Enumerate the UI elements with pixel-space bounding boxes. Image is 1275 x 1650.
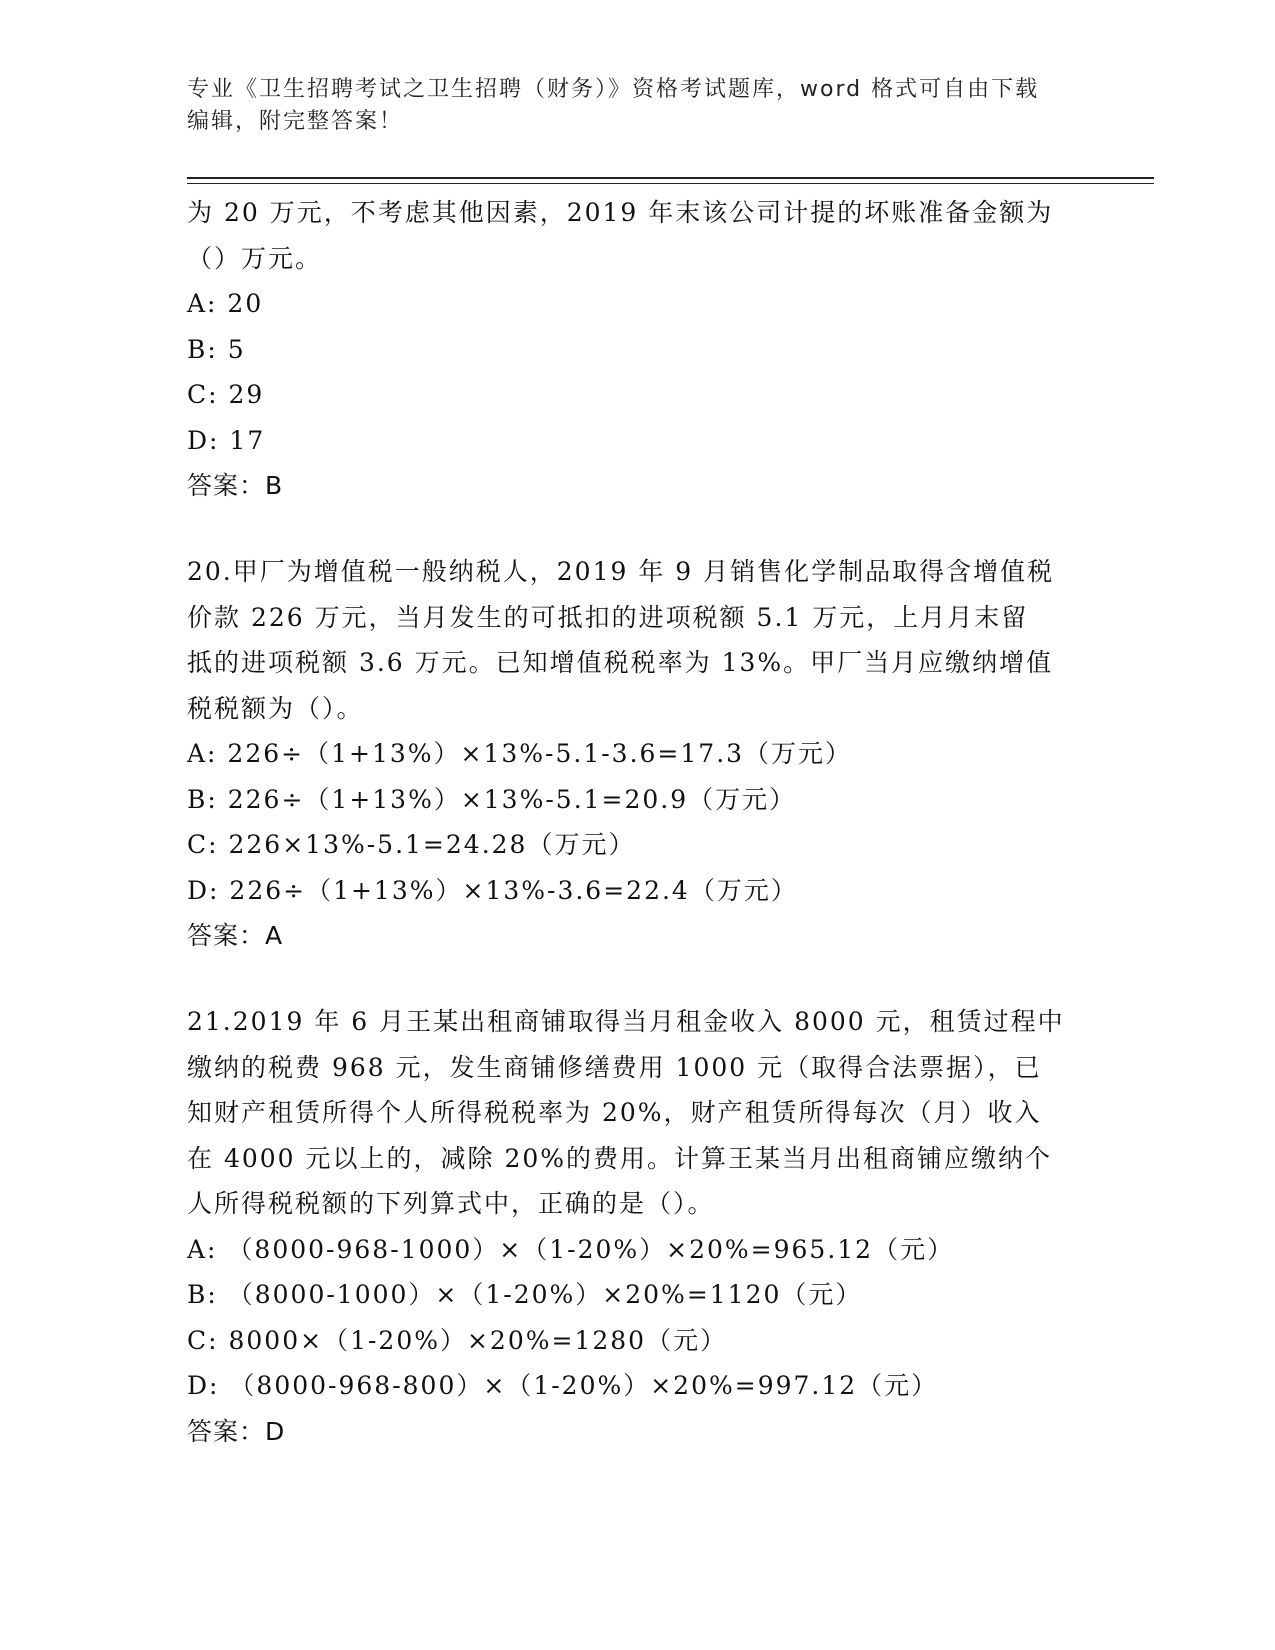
option-d: D: 226÷（1+13%）×13%-3.6=22.4（万元） — [187, 875, 798, 905]
question-20 — [187, 549, 1087, 958]
spacer — [187, 508, 1087, 549]
option-c: C: 226×13%-5.1=24.28（万元） — [187, 830, 636, 859]
question-text-line: 为 20 万元，不考虑其他因素，2019 年末该公司计提的坏账准备金额为 — [187, 198, 1054, 227]
spacer — [187, 958, 1087, 999]
option-d: D: 17 — [187, 425, 266, 455]
answer-line: 答案：B — [187, 471, 284, 500]
question-text-line: 知财产租赁所得个人所得税税率为 20%，财产租赁所得每次（月）收入 — [187, 1098, 1042, 1127]
question-text-line: 税税额为（）。 — [187, 693, 364, 723]
answer-line: 答案：D — [187, 1416, 286, 1446]
question-text-line: 在 4000 元以上的，减除 20%的费用。计算王某当月出租商铺应缴纳个 — [187, 1143, 1053, 1173]
question-list — [187, 190, 1087, 1454]
question-text-line: 20.甲厂为增值税一般纳税人，2019 年 9 月销售化学制品取得含增值税 — [187, 557, 1055, 586]
header-divider-thick — [187, 177, 1154, 179]
question-text-line: 抵的进项税额 3.6 万元。已知增值税税率为 13%。甲厂当月应缴纳增值 — [187, 648, 1054, 677]
option-a: A: 226÷（1+13%）×13%-5.1-3.6=17.3（万元） — [187, 739, 853, 768]
option-b: B: （8000-1000）×（1-20%）×20%=1120（元） — [187, 1280, 863, 1309]
question-text-line: 人所得税税额的下列算式中，正确的是（）。 — [187, 1189, 715, 1218]
header-divider-thin — [187, 183, 1154, 184]
option-b: B: 226÷（1+13%）×13%-5.1=20.9（万元） — [187, 784, 797, 814]
option-d: D: （8000-968-800）×（1-20%）×20%=997.12（元） — [187, 1371, 939, 1400]
header-line-2: 编辑，附完整答案！ — [187, 109, 404, 134]
header-line-1: 专业《卫生招聘考试之卫生招聘（财务）》资格考试题库，word 格式可自由下载 — [187, 77, 1040, 102]
question-text-line: 缴纳的税费 968 元，发生商铺修缮费用 1000 元（取得合法票据），已 — [187, 1052, 1042, 1082]
question-text-line: 21.2019 年 6 月王某出租商铺取得当月租金收入 8000 元，租赁过程中 — [187, 1007, 1065, 1036]
option-a: A: 20 — [187, 289, 264, 318]
page-header — [187, 74, 1067, 138]
option-c: C: 8000×（1-20%）×20%=1280（元） — [187, 1325, 728, 1355]
option-b: B: 5 — [187, 334, 246, 364]
question-19 — [187, 190, 1087, 508]
question-text-line: 价款 226 万元，当月发生的可抵扣的进项税额 5.1 万元，上月月末留 — [187, 602, 1029, 632]
option-c: C: 29 — [187, 380, 265, 409]
question-21 — [187, 999, 1087, 1454]
answer-line: 答案：A — [187, 921, 284, 950]
option-a: A: （8000-968-1000）×（1-20%）×20%=965.12（元） — [187, 1234, 955, 1264]
question-text-line: （）万元。 — [187, 243, 323, 273]
